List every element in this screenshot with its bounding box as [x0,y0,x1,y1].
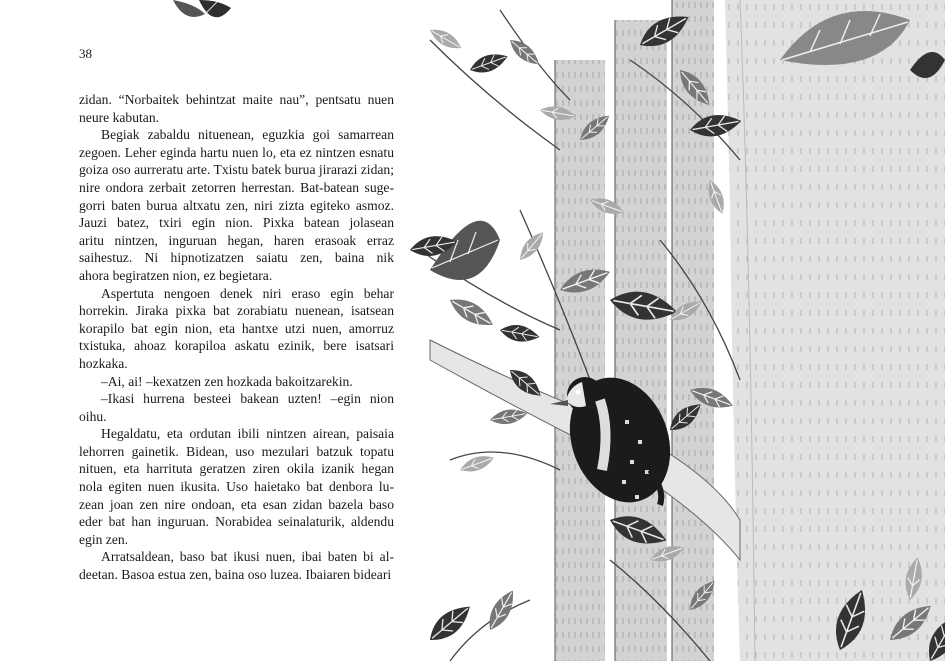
text-line: nola egiten nuen ikusita. Uso haietako bat denbora lu- [79,479,394,495]
text-line: egin zen. [79,531,129,547]
text-line: lehorren gainetik. Bidean, uso mezulari batzuk topatu [79,443,394,459]
text-line: oihu. [79,408,107,424]
text-line: –Ai, ai! –kexatzen zen hozkada bakoitzarekin. [101,373,353,389]
text-line: saihestuz. Ni hipnotizatzen saiatu zen, baina nik [79,250,394,266]
text-line: Arratsaldean, baso bat ikusi nuen, ibai baten bi al- [101,549,394,565]
text-line: Aspertuta nengoen denek niri eraso egin behar [101,285,394,301]
text-line: Jauzi batez, txiri egin nion. Pixka batean jolasean [79,215,394,231]
text-line: korapilo bat egin nion, eta hantxe utzi nuen, amorruz [79,320,394,336]
text-line: goiza oso aurreratu arte. Txistu batek burua jirarazi zidan; [79,162,394,178]
text-line: nituen, eta harrituta geratzen ziren okila izanik hegan [79,461,394,477]
text-line: horrekin. Jiraka pixka bat zorabiatu nuenean, isatsean [79,303,394,319]
body-text [79,91,394,584]
text-line: neure kabutan. [79,109,160,125]
page-number: 38 [79,46,92,61]
text-line: –Ikasi hurrena besteei bakean uzten! –egin nion [101,391,394,407]
text-line: deetan. Basoa estua zen, baina oso luzea. Ibaiaren bideari [79,567,392,583]
text-line: zean joan zen nire ondoan, eta esan zidan bazela baso [79,496,394,512]
text-line: zegoen. Leher eginda hartu nuen lo, eta ez nintzen esnatu [79,144,394,160]
text-line: Begiak zabaldu nituenean, eguzkia goi samarrean [101,127,394,143]
text-line: aritu nintzen, inguruan hegan, haren erasoak erraz [79,232,394,248]
text-line: eder bat han inguruan. Norabidea seinalaturik, aldendu [79,514,394,530]
text-line: txistuka, ahoaz korapiloa askatu ezinik, bere isatsari [79,338,394,354]
forest-illustration [410,0,945,661]
leaf-cluster-icon [165,0,245,28]
text-line: hozkaka. [79,355,128,371]
text-line: nire ondora zerbait zetorren herrestan. Bat-batean suge- [79,179,394,195]
text-line: Hegaldatu, eta ordutan ibili nintzen airean, paisaia [101,426,394,442]
text-line: zidan. “Norbaitek behintzat maite nau”, pentsatu nuen [79,92,394,107]
left-page [0,0,410,661]
text-line: gorri baten burua altxatu zen, niri zizta egiteko asmoz. [79,197,394,213]
text-line: ahora begiratzen nion, ez begietara. [79,267,273,283]
